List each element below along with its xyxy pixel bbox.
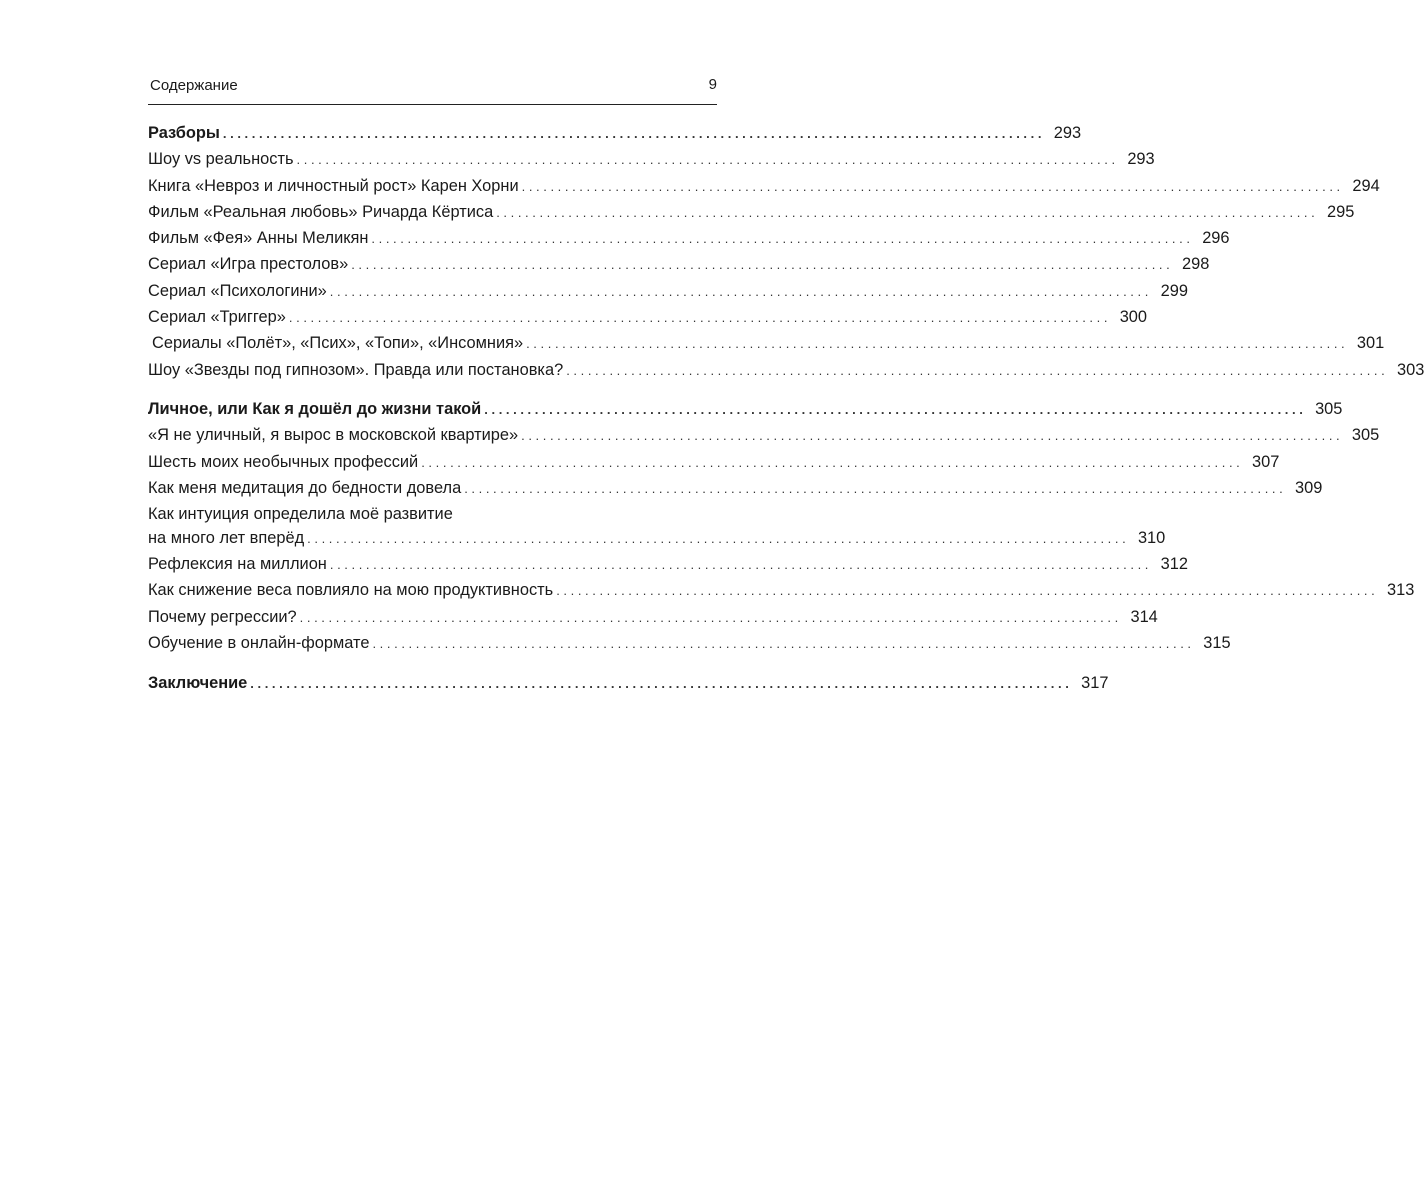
dot-leader: .................................................................................................................. (566, 362, 1389, 378)
toc-entry[interactable] (148, 202, 1355, 229)
toc-entry[interactable] (148, 452, 1280, 479)
toc-entry[interactable] (148, 426, 1380, 452)
toc-entry-title: Почему регрессии? (148, 607, 297, 626)
toc-entry-title: на много лет вперёд (148, 529, 305, 548)
dot-leader: .................................................................................................................. (250, 676, 1073, 692)
dot-leader: .................................................................................................................. (299, 609, 1122, 625)
toc-section-heading[interactable] (148, 124, 1082, 150)
dot-leader: .................................................................................................................. (296, 152, 1119, 168)
toc-entry-page: 305 (1351, 426, 1380, 445)
toc-entry-title: Фильм «Реальная любовь» Ричарда Кёртиса (148, 202, 494, 221)
dot-leader: .................................................................................................................. (526, 336, 1349, 352)
dot-leader: .................................................................................................................. (329, 557, 1153, 573)
toc-entry[interactable] (148, 581, 1415, 607)
toc-entry-title: Обучение в онлайн-формате (148, 634, 370, 653)
toc-entry[interactable] (148, 281, 1188, 308)
toc-entry[interactable] (148, 176, 1380, 203)
toc-entry-title: Как меня медитация до бедности довела (148, 478, 462, 497)
toc-entry-page: 303 (1397, 360, 1424, 379)
toc-section-heading[interactable] (148, 674, 1109, 700)
toc-entry[interactable] (148, 555, 1189, 581)
toc-entry-page: 299 (1160, 281, 1188, 300)
toc-entry[interactable] (148, 634, 1231, 660)
toc-entry[interactable] (148, 478, 1323, 505)
dot-leader: .................................................................................................................. (556, 583, 1379, 599)
toc-entry-page: 301 (1356, 334, 1385, 353)
toc-entry-title: «Я не уличный, я вырос в московской квартире» (148, 426, 519, 445)
toc-entry-title: Рефлексия на миллион (148, 555, 327, 574)
dot-leader: .................................................................................................................. (484, 401, 1307, 417)
page-number: 9 (708, 76, 717, 93)
toc-entry-title: Фильм «Фея» Анны Меликян (148, 229, 369, 248)
toc-entry-title: Личное, или Как я дошёл до жизни такой (148, 399, 482, 418)
toc-entry-page: 294 (1352, 176, 1380, 195)
toc-entry-page: 307 (1252, 452, 1280, 471)
toc-entry-page: 293 (1127, 150, 1155, 169)
toc-entry-page: 296 (1202, 229, 1230, 248)
dot-leader: .................................................................................................................. (421, 454, 1244, 470)
toc-entry-title: Книга «Невроз и личностный рост» Карен Хорни (148, 176, 519, 195)
toc-entry-title: Сериал «Триггер» (148, 308, 286, 327)
dot-leader: .................................................................................................................. (351, 257, 1174, 273)
toc-entry-title: Шоу «Звезды под гипнозом». Правда или постановка? (148, 360, 564, 379)
toc-entry-title: Разборы (148, 124, 220, 142)
toc-section-heading[interactable] (148, 399, 1343, 426)
toc-entry-title: Сериалы «Полёт», «Псих», «Топи», «Инсомния» (152, 334, 524, 353)
toc-entry[interactable] (148, 308, 1148, 334)
toc-entry[interactable] (148, 529, 1166, 555)
dot-leader: .................................................................................................................. (521, 178, 1344, 194)
toc-entry-page: 293 (1053, 124, 1082, 142)
dot-leader: .................................................................................................................. (222, 126, 1046, 141)
dot-leader: .................................................................................................................. (464, 480, 1287, 496)
toc-entry-page: 317 (1081, 674, 1109, 693)
toc-entry-page: 315 (1203, 634, 1231, 653)
dot-leader: .................................................................................................................. (521, 428, 1344, 444)
toc-entry[interactable] (148, 334, 1385, 360)
toc-entry-page: 295 (1326, 202, 1355, 221)
toc-entry-page: 309 (1295, 478, 1323, 497)
toc-entry-title: Шоу vs реальность (148, 150, 294, 169)
toc-entry-page: 310 (1137, 529, 1166, 548)
dot-leader: .................................................................................................................. (371, 231, 1194, 247)
dot-leader: .................................................................................................................. (307, 531, 1130, 547)
dot-leader: .................................................................................................................. (329, 283, 1152, 299)
toc-entry-page: 314 (1130, 607, 1158, 626)
toc-entry[interactable] (148, 150, 1155, 176)
toc-entry[interactable] (148, 607, 1158, 634)
toc-entry-page: 305 (1315, 399, 1343, 418)
dot-leader: .................................................................................................................. (288, 310, 1112, 326)
toc-entry-page: 312 (1160, 555, 1189, 574)
running-header (148, 76, 717, 105)
toc-entry[interactable] (148, 360, 1424, 387)
toc-entry-page: 300 (1119, 308, 1148, 327)
running-header-title: Содержание (150, 77, 238, 94)
toc-entry[interactable] (148, 229, 1230, 255)
toc-entry-title: Сериал «Психологини» (148, 281, 327, 300)
dot-leader: .................................................................................................................. (496, 204, 1319, 220)
toc-entry-title: Заключение (148, 674, 248, 693)
toc-entry-title: Шесть моих необычных профессий (148, 452, 419, 471)
toc-entry-title-first-line[interactable]: Как интуиция определила моё развитие (148, 505, 453, 524)
toc-entry-title: Как снижение веса повлияло на мою продуктивность (148, 581, 554, 600)
toc-entry[interactable] (148, 255, 1210, 281)
toc-entry-title: Сериал «Игра престолов» (148, 255, 349, 274)
toc-entry-page: 313 (1386, 581, 1415, 600)
toc-entry-page: 298 (1181, 255, 1210, 274)
dot-leader: .................................................................................................................. (372, 636, 1195, 652)
table-of-contents (148, 124, 1424, 701)
